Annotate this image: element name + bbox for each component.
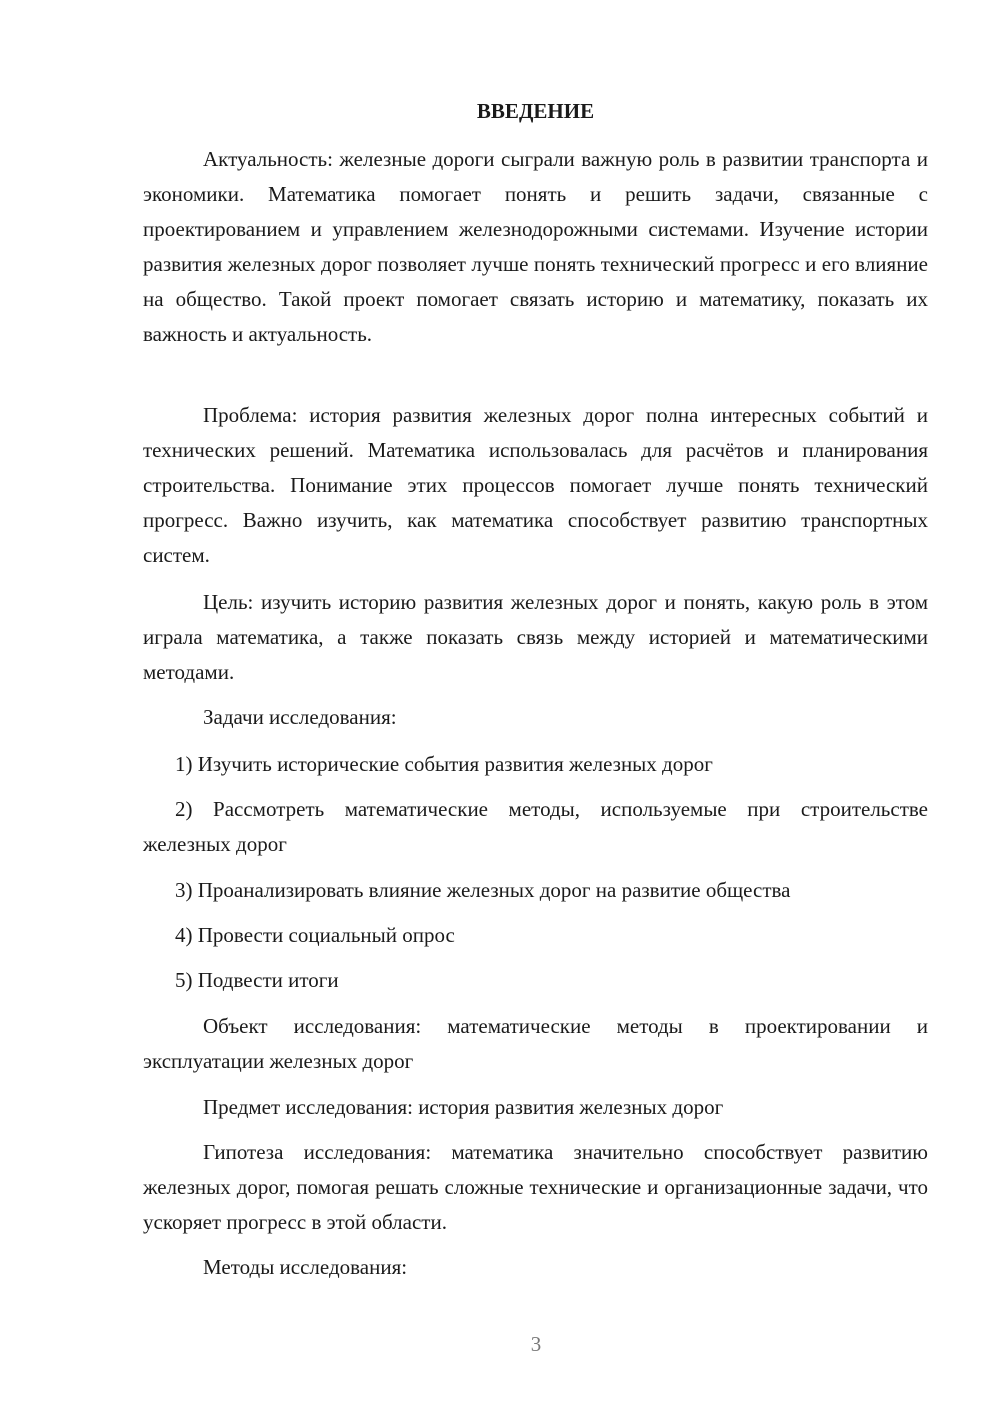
- methods-title: Методы исследования:: [203, 1255, 408, 1279]
- section-heading: ВВЕДЕНИЕ: [476, 99, 595, 123]
- task-item-2: 2) Рассмотреть математические методы, используемые при строительстве железных дорог: [143, 797, 928, 856]
- page-number: 3: [530, 1332, 542, 1356]
- paragraph-problem: Проблема: история развития железных дорог полна интересных событий и технических решений. Математика использовалась для расчётов и планирования строительства. Понимание этих процессов помогает лучше понять технический прогресс. Важно изучить, как математика способствует развитию транспортных систем.: [143, 403, 928, 567]
- task-item-3: 3) Проанализировать влияние железных дорог на развитие общества: [175, 878, 791, 902]
- task-item-1: 1) Изучить исторические события развития железных дорог: [175, 752, 713, 776]
- task-item-5: 5) Подвести итоги: [175, 968, 339, 992]
- tasks-title: Задачи исследования:: [203, 705, 397, 729]
- task-item-4: 4) Провести социальный опрос: [175, 923, 455, 947]
- paragraph-subject: Предмет исследования: история развития железных дорог: [203, 1095, 724, 1119]
- paragraph-goal: Цель: изучить историю развития железных дорог и понять, какую роль в этом играла математика, а также показать связь между историей и математическими методами.: [143, 590, 928, 684]
- paragraph-relevance: Актуальность: железные дороги сыграли важную роль в развитии транспорта и экономики. Математика помогает понять и решить задачи, связанные с проектированием и управлением железнодорожными системами. Изучение истории развития железных дорог позволяет лучше понять технический прогресс и его влияние на общество. Такой проект помогает связать историю и математику, показать их важность и актуальность.: [143, 147, 928, 346]
- paragraph-object: Объект исследования: математические методы в проектировании и эксплуатации железных дорог: [143, 1014, 928, 1073]
- paragraph-hypothesis: Гипотеза исследования: математика значительно способствует развитию железных дорог, помогая решать сложные технические и организационные задачи, что ускоряет прогресс в этой области.: [143, 1140, 928, 1234]
